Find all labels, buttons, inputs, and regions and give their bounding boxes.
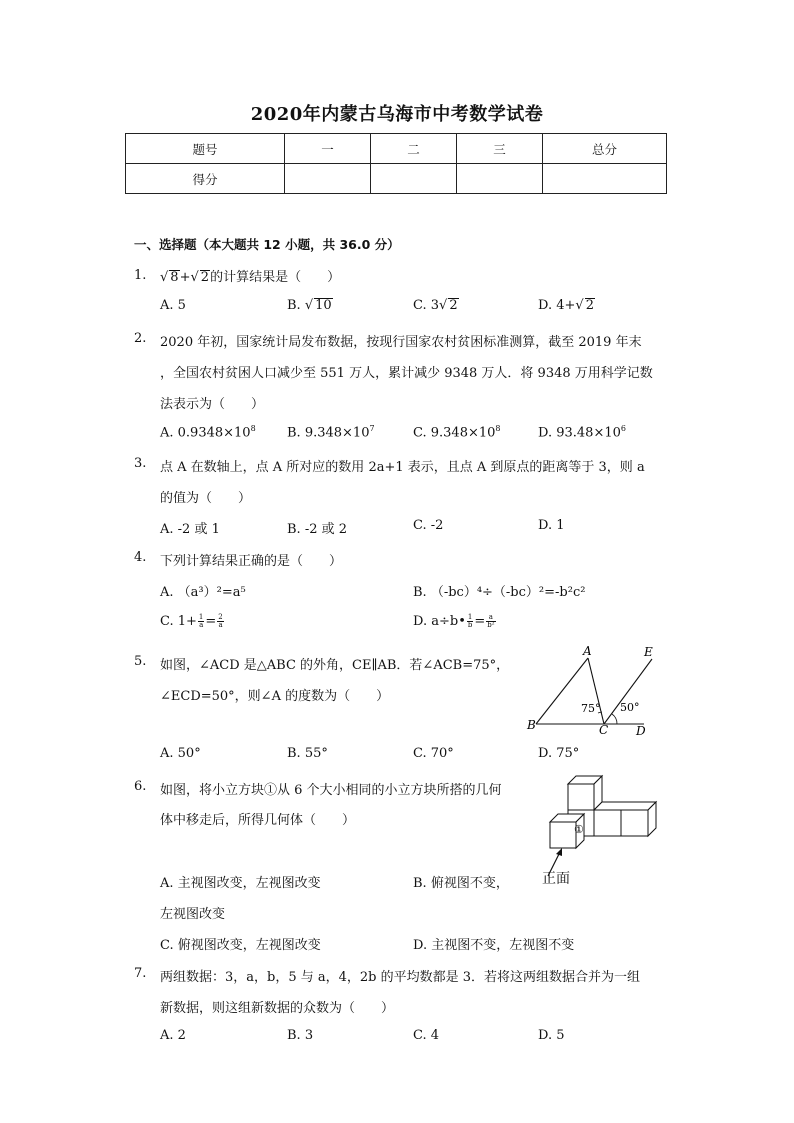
score-cell[interactable]: [285, 164, 371, 194]
question-3-line: 点 A 在数轴上，点 A 所对应的数用 2a+1 表示，且点 A 到原点的距离等于 3，则 a: [160, 460, 645, 475]
angle-label-acb: 75°: [581, 702, 601, 715]
score-header-cell: 三: [457, 134, 543, 164]
option-d[interactable]: D. $93.48\times 10^6$: [538, 424, 626, 441]
option-b[interactable]: B. 55°: [287, 746, 328, 761]
option-c[interactable]: C. 1+ $\frac{1}{a}$ = $\frac{2}{a}$: [160, 613, 223, 629]
option-a[interactable]: A. 主视图改变，左视图改变: [160, 876, 321, 891]
triangle-figure: [522, 640, 662, 735]
question-6-line: 体中移走后，所得几何体（ ）: [160, 813, 356, 828]
question-number: 6.: [134, 779, 147, 794]
score-cell[interactable]: [457, 164, 543, 194]
fraction: $\frac{2}{a}$: [218, 613, 223, 629]
fraction: $\frac{1}{b}$: [467, 613, 473, 629]
plus-sign: +: [179, 270, 191, 285]
option-d[interactable]: D. 75°: [538, 746, 580, 761]
option-b-continued: 左视图改变: [160, 907, 226, 922]
line-ce: [604, 659, 652, 724]
option-a[interactable]: A. （a³）²=a⁵: [160, 585, 246, 600]
question-number: 4.: [134, 550, 147, 565]
front-view-label: 正面: [542, 871, 570, 887]
exam-title: 2020年内蒙古乌海市中考数学试卷: [250, 104, 544, 125]
arrow-head-icon: [556, 848, 562, 856]
score-row-label: 得分: [126, 164, 285, 194]
option-c[interactable]: C. 4: [413, 1028, 440, 1043]
cube-mark: ①: [574, 823, 584, 836]
question-number: 3.: [134, 456, 147, 471]
question-5-line: 如图，∠ACD 是△ABC 的外角，CE∥AB．若∠ACB=75°，: [160, 658, 510, 673]
score-table: [125, 133, 667, 194]
score-header-cell: 二: [371, 134, 457, 164]
option-b[interactable]: B. （-bc）⁴÷（-bc）²=-b²c²: [413, 585, 586, 600]
question-number: 5.: [134, 654, 147, 669]
option-c[interactable]: C. 3√ 2: [413, 298, 458, 313]
point-label-a: A: [583, 644, 592, 658]
option-d[interactable]: D. 5: [538, 1028, 565, 1043]
option-a[interactable]: A. 50°: [160, 746, 201, 761]
option-d[interactable]: D. 主视图不变，左视图不变: [413, 938, 575, 953]
option-b[interactable]: B. 3: [287, 1028, 314, 1043]
score-header-cell: 题号: [126, 134, 285, 164]
question-4-line: 下列计算结果正确的是（ ）: [160, 554, 343, 569]
option-d[interactable]: D. a÷b• $\frac{1}{b}$ = $\frac{a}{\text{b²}}$: [413, 613, 495, 629]
question-5-line: ∠ECD=50°，则∠A 的度数为（ ）: [160, 689, 390, 704]
score-header-cell: 一: [285, 134, 371, 164]
angle-arc: [612, 714, 617, 724]
point-label-b: B: [527, 718, 536, 732]
radicand: 2: [200, 270, 210, 285]
question-number: 7.: [134, 966, 147, 981]
option-b[interactable]: B. 俯视图不变，: [413, 876, 509, 891]
score-table-header-row: [126, 134, 667, 164]
question-number: 2.: [134, 331, 147, 346]
fraction: $\frac{a}{\text{b²}}$: [487, 613, 495, 629]
option-b[interactable]: B. $9.348\times 10^7$: [287, 424, 375, 441]
option-a[interactable]: A. 5: [160, 298, 186, 313]
question-7-line: 新数据，则这组新数据的众数为（ ）: [160, 1001, 395, 1016]
option-c[interactable]: C. -2: [413, 518, 444, 533]
question-number: 1.: [134, 268, 147, 283]
section-heading: 一、选择题（本大题共 12 小题，共 36.0 分）: [134, 237, 400, 252]
option-c[interactable]: C. $9.348\times 10^8$: [413, 424, 501, 441]
fraction: $\frac{1}{a}$: [198, 613, 204, 629]
question-2-line: ，全国农村贫困人口减少至 551 万人，累计减少 9348 万人．将 9348 万用科学记数: [160, 366, 653, 381]
option-d[interactable]: D. 4+√ 2: [538, 298, 594, 313]
point-label-c: C: [599, 723, 609, 735]
question-7-line: 两组数据：3，a，b，5 与 a，4，2b 的平均数都是 3．若将这两组数据合并为一组: [160, 970, 641, 985]
question-3-line: 的值为（ ）: [160, 491, 252, 506]
option-a[interactable]: A. $0.9348\times 10^8$: [160, 424, 256, 441]
point-label-e: E: [644, 645, 653, 659]
point-label-d: D: [636, 724, 646, 735]
option-c[interactable]: C. 俯视图改变，左视图改变: [160, 938, 321, 953]
score-cell[interactable]: [371, 164, 457, 194]
option-d[interactable]: D. 1: [538, 518, 565, 533]
option-b[interactable]: B. -2 或 2: [287, 522, 348, 537]
score-table-score-row: [126, 164, 667, 194]
option-c[interactable]: C. 70°: [413, 746, 454, 761]
option-b[interactable]: B. √ 10: [287, 298, 332, 313]
score-cell[interactable]: [543, 164, 667, 194]
score-header-cell: 总分: [543, 134, 667, 164]
option-a[interactable]: A. 2: [160, 1028, 186, 1043]
question-text: 的计算结果是（ ）: [210, 270, 341, 285]
option-a[interactable]: A. -2 或 1: [160, 522, 220, 537]
question-1-stem: √ 8+√ 2的计算结果是（ ）: [160, 270, 341, 285]
question-2-line: 2020 年初，国家统计局发布数据，按现行国家农村贫困标准测算，截至 2019 年末: [160, 335, 642, 350]
angle-label-ecd: 50°: [620, 701, 640, 714]
question-2-line: 法表示为（ ）: [160, 397, 265, 412]
radicand: 8: [170, 270, 179, 285]
question-6-line: 如图，将小立方块①从 6 个大小相同的小立方块所搭的几何: [160, 783, 502, 798]
